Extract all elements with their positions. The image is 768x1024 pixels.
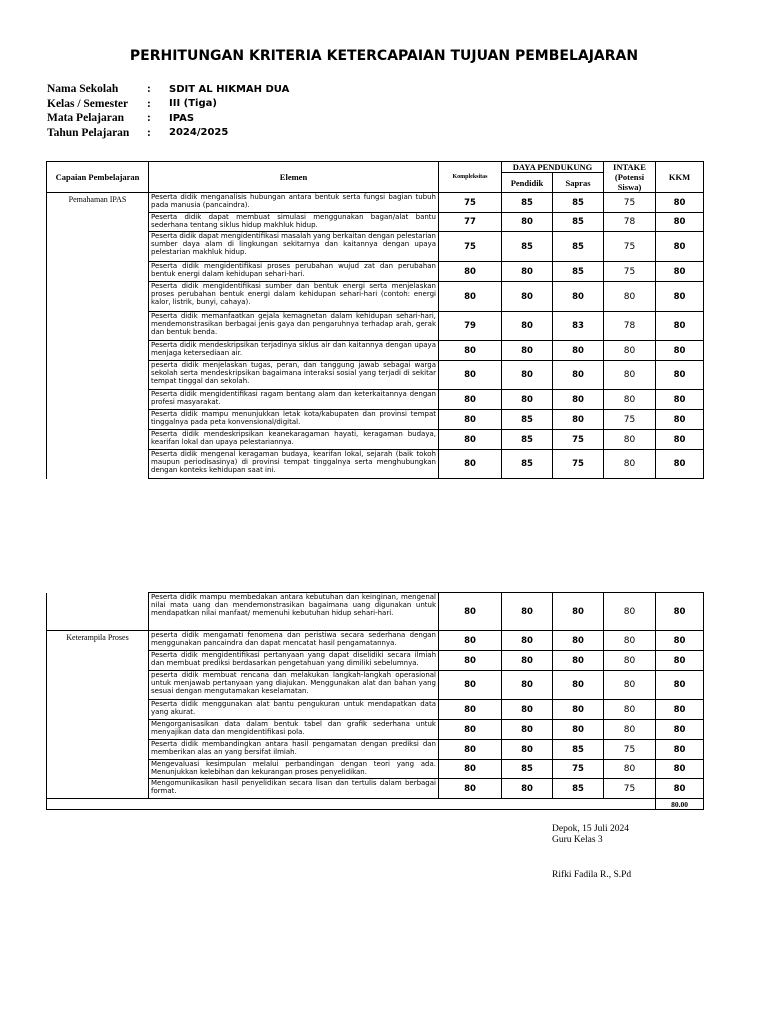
intake-cell: 80 (604, 720, 656, 740)
intake-cell: 80 (604, 361, 656, 390)
pendidik-cell: 80 (502, 213, 553, 232)
kompleksitas-cell: 80 (439, 720, 502, 740)
elemen-cell: Peserta didik dapat mengidentifikasi masalah yang berkaitan dengan pelestarian sumber daya alam di lingkungan sekitarnya dan kaitannya dengan upaya pelestarian makhluk hidup. (149, 232, 439, 262)
pendidik-cell: 80 (502, 740, 553, 760)
intake-cell: 75 (604, 410, 656, 430)
pendidik-cell: 85 (502, 232, 553, 262)
intake-cell: 80 (604, 631, 656, 651)
capaian-cell: Pemahaman IPAS (47, 193, 149, 479)
kkm-cell: 80 (656, 760, 704, 779)
kkm-cell: 80 (656, 312, 704, 341)
average-row (47, 799, 704, 810)
signature-place-date: Depok, 15 Juli 2024 (552, 824, 630, 834)
kkm-cell: 80 (656, 361, 704, 390)
elemen-cell: Mengomunikasikan hasil penyelidikan secara lisan dan tertulis dalam berbagai format. (149, 779, 439, 799)
kkm-cell: 80 (656, 450, 704, 479)
kkm-cell: 80 (656, 700, 704, 720)
kkm-cell: 80 (656, 390, 704, 410)
elemen-cell: Peserta didik membandingkan antara hasil pengamatan dengan prediksi dan memberikan alas an yang bersifat ilmiah. (149, 740, 439, 760)
intake-cell: 78 (604, 213, 656, 232)
pendidik-cell: 80 (502, 390, 553, 410)
elemen-cell: Peserta didik menganalisis hubungan antara bentuk serta fungsi bagian tubuh pada manusia (pancaindra). (149, 193, 439, 213)
kkm-cell: 80 (656, 671, 704, 700)
kkm-cell: 80 (656, 193, 704, 213)
intake-cell: 75 (604, 740, 656, 760)
kompleksitas-cell: 80 (439, 671, 502, 700)
kompleksitas-cell: 79 (439, 312, 502, 341)
elemen-cell: Mengevaluasi kesimpulan melalui perbandingan dengan teori yang ada. Menunjukkan kelebihan dan kekurangan proses penyelidikan. (149, 760, 439, 779)
sapras-cell: 80 (553, 390, 604, 410)
elemen-cell: Peserta didik mengidentifikasi proses perubahan wujud zat dan perubahan bentuk energi dalam kehidupan sehari-hari. (149, 262, 439, 282)
intake-cell: 80 (604, 700, 656, 720)
info-row-school (47, 82, 289, 97)
sapras-cell: 85 (553, 779, 604, 799)
pendidik-cell: 80 (502, 593, 553, 631)
sapras-cell: 80 (553, 410, 604, 430)
kkm-cell: 80 (656, 593, 704, 631)
info-value: III (Tiga) (169, 98, 217, 110)
kkm-cell: 80 (656, 282, 704, 312)
pendidik-cell: 85 (502, 410, 553, 430)
sapras-cell: 75 (553, 430, 604, 450)
elemen-cell: peserta didik menjelaskan tugas, peran, dan tanggung jawab sebagai warga sekolah serta mendeskripsikan bagaimana interaksi sosial yang terjadi di sekitar tempat tinggal dan sekolah. (149, 361, 439, 390)
sapras-cell: 80 (553, 700, 604, 720)
capaian-cell-empty (47, 593, 149, 631)
pendidik-cell: 85 (502, 193, 553, 213)
capaian-cell: Keterampila Proses (47, 631, 149, 799)
kompleksitas-cell: 80 (439, 740, 502, 760)
pendidik-cell: 85 (502, 450, 553, 479)
header-capaian: Capaian Pembelajaran (47, 162, 149, 193)
header-sapras: Sapras (553, 173, 604, 193)
school-info (47, 82, 289, 140)
header-kompleksitas: Kompleksitas (439, 162, 502, 193)
info-value: 2024/2025 (169, 127, 229, 139)
pendidik-cell: 85 (502, 430, 553, 450)
intake-cell: 80 (604, 390, 656, 410)
kktp-table-page-2 (46, 592, 704, 810)
kompleksitas-cell: 80 (439, 361, 502, 390)
elemen-cell: Peserta didik mampu menunjukkan letak kota/kabupaten dan provinsi tempat tinggalnya pada peta konvensional/digital. (149, 410, 439, 430)
sapras-cell: 80 (553, 593, 604, 631)
average-row-blank (47, 799, 656, 810)
sapras-cell: 80 (553, 361, 604, 390)
kkm-cell: 80 (656, 779, 704, 799)
intake-cell: 75 (604, 779, 656, 799)
kkm-cell: 80 (656, 651, 704, 671)
header-intake: INTAKE (Potensi Siswa) (604, 162, 656, 193)
intake-cell: 80 (604, 430, 656, 450)
sapras-cell: 75 (553, 760, 604, 779)
intake-cell: 80 (604, 760, 656, 779)
intake-cell: 75 (604, 193, 656, 213)
sapras-cell: 85 (553, 740, 604, 760)
kompleksitas-cell: 80 (439, 651, 502, 671)
info-colon: : (147, 126, 151, 139)
kkm-average-cell: 80.00 (656, 799, 704, 810)
sapras-cell: 80 (553, 671, 604, 700)
elemen-cell: Peserta didik mengidentifikasi pertanyaan yang dapat diselidiki secara ilmiah dan membuat prediksi berdasarkan pengetahuan yang dimiliki sebelumnya. (149, 651, 439, 671)
sapras-cell: 80 (553, 341, 604, 361)
kompleksitas-cell: 75 (439, 232, 502, 262)
intake-cell: 80 (604, 341, 656, 361)
info-value: IPAS (169, 112, 195, 124)
header-pendidik: Pendidik (502, 173, 553, 193)
pendidik-cell: 80 (502, 361, 553, 390)
pendidik-cell: 80 (502, 631, 553, 651)
kompleksitas-cell: 80 (439, 450, 502, 479)
kompleksitas-cell: 80 (439, 430, 502, 450)
pendidik-cell: 80 (502, 671, 553, 700)
table-row (47, 631, 704, 651)
elemen-cell: Peserta didik mengenal keragaman budaya, kearifan lokal, sejarah (baik tokoh maupun periodisasinya) di provinsi tempat tinggalnya serta menghubungkan dengan konteks kehidupan saat ini. (149, 450, 439, 479)
pendidik-cell: 80 (502, 779, 553, 799)
kktp-table-page-1 (46, 161, 704, 479)
kompleksitas-cell: 80 (439, 593, 502, 631)
intake-cell: 80 (604, 593, 656, 631)
intake-cell: 75 (604, 262, 656, 282)
kompleksitas-cell: 75 (439, 193, 502, 213)
info-label: Nama Sekolah (47, 83, 119, 96)
kkm-cell: 80 (656, 213, 704, 232)
kompleksitas-cell: 80 (439, 760, 502, 779)
kkm-cell: 80 (656, 631, 704, 651)
sapras-cell: 80 (553, 282, 604, 312)
sapras-cell: 85 (553, 193, 604, 213)
page-title: PERHITUNGAN KRITERIA KETERCAPAIAN TUJUAN PEMBELAJARAN (129, 48, 639, 64)
intake-cell: 78 (604, 312, 656, 341)
kompleksitas-cell: 80 (439, 390, 502, 410)
sapras-cell: 80 (553, 631, 604, 651)
kompleksitas-cell: 80 (439, 410, 502, 430)
kkm-cell: 80 (656, 740, 704, 760)
elemen-cell: peserta didik membuat rencana dan melakukan langkah-langkah operasional untuk menjawab pertanyaan yang diajukan. Menggunakan alat dan bahan yang sesuai dengan mengutamakan keselamatan. (149, 671, 439, 700)
signature-role: Guru Kelas 3 (552, 835, 603, 845)
pendidik-cell: 80 (502, 282, 553, 312)
intake-cell: 75 (604, 232, 656, 262)
elemen-cell: Peserta didik memanfaatkan gejala kemagnetan dalam kehidupan sehari-hari, mendemonstrasikan berbagai jenis gaya dan pengaruhnya terhadap arah, gerak dan bentuk benda. (149, 312, 439, 341)
info-label: Kelas / Semester (47, 97, 129, 110)
info-row-subject (47, 111, 289, 126)
elemen-cell: Peserta didik mendeskripsikan terjadinya siklus air dan kaitannya dengan upaya menjaga ketersediaan air. (149, 341, 439, 361)
pendidik-cell: 80 (502, 262, 553, 282)
header-elemen: Elemen (149, 162, 439, 193)
elemen-cell: Peserta didik menggunakan alat bantu pengukuran untuk mendapatkan data yang akurat. (149, 700, 439, 720)
pendidik-cell: 80 (502, 341, 553, 361)
elemen-cell: Peserta didik mampu membedakan antara kebutuhan dan keinginan, mengenal nilai mata uang dan mendemonstrasikan bagaimana uang digunakan untuk mendapatkan nilai manfaat/ memenuhi kebutuhan hidup sehari-hari. (149, 593, 439, 631)
table-row (47, 193, 704, 213)
intake-cell: 80 (604, 671, 656, 700)
kompleksitas-cell: 80 (439, 700, 502, 720)
info-colon: : (147, 112, 151, 125)
header-kkm: KKM (656, 162, 704, 193)
intake-cell: 80 (604, 282, 656, 312)
table-row (47, 593, 704, 631)
elemen-cell: Peserta didik mendeskripsikan keanekaragaman hayati, keragaman budaya, kearifan lokal dan upaya pelestariannya. (149, 430, 439, 450)
info-label: Mata Pelajaran (47, 112, 124, 125)
info-value: SDIT AL HIKMAH DUA (169, 83, 290, 95)
elemen-cell: Peserta didik mengidentifikasi ragam bentang alam dan keterkaitannya dengan profesi masyarakat. (149, 390, 439, 410)
sapras-cell: 85 (553, 262, 604, 282)
info-colon: : (147, 83, 151, 96)
kkm-cell: 80 (656, 341, 704, 361)
info-label: Tahun Pelajaran (47, 126, 130, 139)
elemen-cell: Mengorganisasikan data dalam bentuk tabel dan grafik sederhana untuk menyajikan data dan mengidentifikasi pola. (149, 720, 439, 740)
elemen-cell: peserta didik mengamati fenomena dan peristiwa secara sederhana dengan menggunakan pancaindra dan dapat mencatat hasil pengamatannya. (149, 631, 439, 651)
sapras-cell: 85 (553, 232, 604, 262)
sapras-cell: 85 (553, 213, 604, 232)
kompleksitas-cell: 80 (439, 631, 502, 651)
sapras-cell: 75 (553, 450, 604, 479)
kkm-cell: 80 (656, 720, 704, 740)
pendidik-cell: 80 (502, 700, 553, 720)
kkm-cell: 80 (656, 262, 704, 282)
kompleksitas-cell: 77 (439, 213, 502, 232)
sapras-cell: 80 (553, 651, 604, 671)
sapras-cell: 83 (553, 312, 604, 341)
elemen-cell: Peserta didik mengidentifikasi sumber dan bentuk energi serta menjelaskan proses perubahan bentuk energi dalam kehidupan sehari-hari (contoh: energi kalor, listrik, bunyi, cahaya). (149, 282, 439, 312)
header-daya-pendukung: DAYA PENDUKUNG (502, 162, 604, 173)
info-row-year (47, 126, 289, 141)
kompleksitas-cell: 80 (439, 262, 502, 282)
intake-cell: 80 (604, 651, 656, 671)
kompleksitas-cell: 80 (439, 282, 502, 312)
kompleksitas-cell: 80 (439, 341, 502, 361)
pendidik-cell: 85 (502, 760, 553, 779)
intake-cell: 80 (604, 450, 656, 479)
kkm-cell: 80 (656, 430, 704, 450)
kompleksitas-cell: 80 (439, 779, 502, 799)
pendidik-cell: 80 (502, 651, 553, 671)
pendidik-cell: 80 (502, 312, 553, 341)
signature-name: Rifki Fadila R., S.Pd (552, 870, 632, 880)
elemen-cell: Peserta didik dapat membuat simulasi menggunakan bagan/alat bantu sederhana tentang siklus hidup makhluk hidup. (149, 213, 439, 232)
kkm-cell: 80 (656, 232, 704, 262)
sapras-cell: 80 (553, 720, 604, 740)
info-row-class (47, 97, 289, 112)
info-colon: : (147, 97, 151, 110)
kkm-cell: 80 (656, 410, 704, 430)
pendidik-cell: 80 (502, 720, 553, 740)
